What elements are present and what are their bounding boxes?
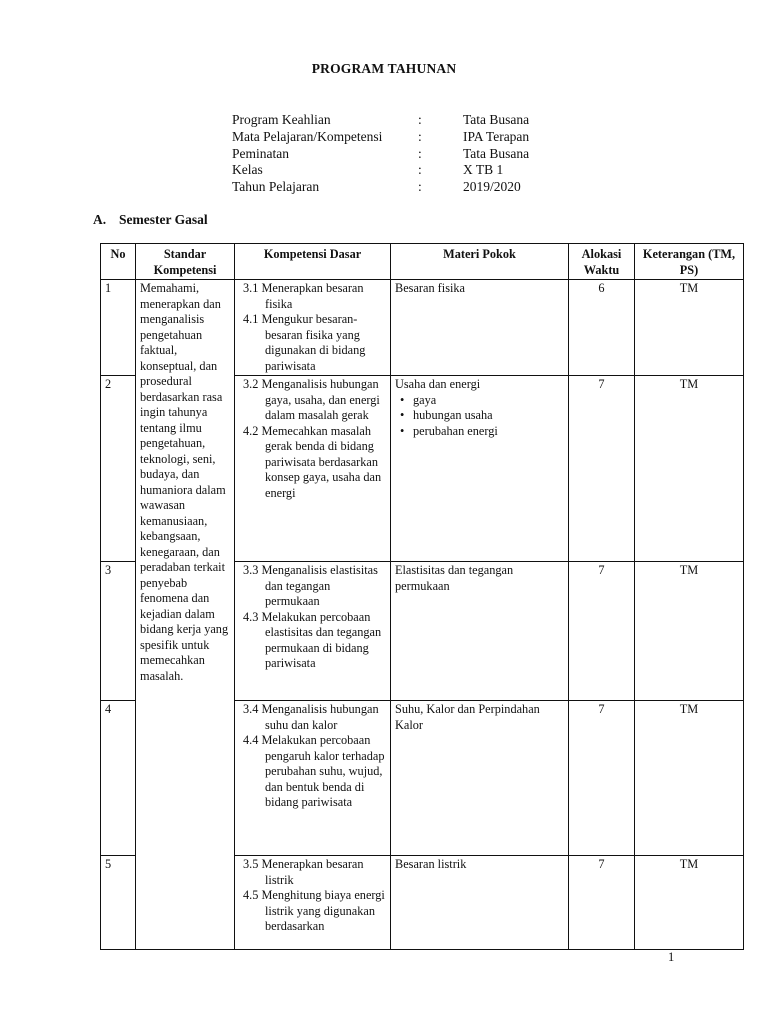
table-row xyxy=(101,280,744,376)
info-value: X TB 1 xyxy=(463,162,504,178)
kompetensi-dasar-cell xyxy=(235,376,391,562)
kd-item: 4.2 Memecahkan masalah gerak benda di bidang pariwisata berdasarkan konsep gaya, usaha dan energi xyxy=(243,423,382,500)
program-info xyxy=(232,112,529,196)
info-value: Tata Busana xyxy=(463,112,530,127)
kompetensi-dasar-cell xyxy=(235,856,391,950)
section-heading xyxy=(93,212,208,228)
alokasi-waktu-cell: 7 xyxy=(569,701,635,856)
kd-item: 3.1 Menerapkan besaran fisika xyxy=(243,281,364,311)
kompetensi-dasar-cell xyxy=(235,562,391,701)
materi-title: Elastisitas dan tegangan permukaan xyxy=(395,563,514,593)
header-alokasi-waktu: Alokasi Waktu xyxy=(569,244,635,280)
alokasi-waktu-cell: 6 xyxy=(569,280,635,376)
info-value: IPA Terapan xyxy=(463,128,530,144)
kd-item: 4.3 Melakukan percobaan elastisitas dan tegangan permukaan di bidang pariwisata xyxy=(243,609,382,670)
kd-item: 3.3 Menganalisis elastisitas dan tegangan permukaan xyxy=(243,563,378,608)
header-no: No xyxy=(101,244,136,280)
info-label: Program Keahlian xyxy=(232,112,331,127)
info-colon: : xyxy=(418,128,422,144)
kd-item: 3.5 Menerapkan besaran listrik xyxy=(243,857,364,887)
kompetensi-dasar-cell xyxy=(235,701,391,856)
keterangan-cell: TM xyxy=(635,280,744,376)
kd-item: 4.5 Menghitung biaya energi listrik yang digunakan berdasarkan xyxy=(243,888,385,933)
section-letter: A. xyxy=(93,212,107,227)
materi-bullet: • gaya xyxy=(395,393,564,409)
info-row-mata-pelajaran xyxy=(232,129,529,146)
row-number: 1 xyxy=(101,280,136,376)
materi-bullet: • perubahan energi xyxy=(395,424,564,440)
info-row-tahun-pelajaran xyxy=(232,179,529,196)
info-value: 2019/2020 xyxy=(463,179,521,195)
info-colon: : xyxy=(418,145,422,161)
info-colon: : xyxy=(418,179,422,195)
info-colon: : xyxy=(418,112,422,127)
materi-pokok-cell xyxy=(391,562,569,701)
kd-item: 4.4 Melakukan percobaan pengaruh kalor terhadap perubahan suhu, wujud, dan bentuk benda di bidang pariwisata xyxy=(243,733,385,809)
row-number: 4 xyxy=(101,701,136,856)
info-label: Peminatan xyxy=(232,145,289,161)
info-label: Mata Pelajaran/Kompetensi xyxy=(232,128,383,144)
header-keterangan: Keterangan (TM, PS) xyxy=(635,244,744,280)
row-number: 5 xyxy=(101,856,136,950)
alokasi-waktu-cell: 7 xyxy=(569,562,635,701)
header-materi-pokok: Materi Pokok xyxy=(391,244,569,280)
keterangan-cell: TM xyxy=(635,701,744,856)
program-table xyxy=(100,243,744,950)
document-title: PROGRAM TAHUNAN xyxy=(311,61,457,76)
kd-item: 3.2 Menganalisis hubungan gaya, usaha, dan energi dalam masalah gerak xyxy=(243,377,380,422)
info-row-program-keahlian xyxy=(232,112,529,129)
info-colon: : xyxy=(418,162,422,178)
materi-bullet: • hubungan usaha xyxy=(395,408,564,424)
info-row-peminatan xyxy=(232,146,529,163)
materi-title: Besaran fisika xyxy=(395,281,465,295)
info-label: Tahun Pelajaran xyxy=(232,179,320,195)
table-header-row xyxy=(101,244,744,280)
materi-title: Usaha dan energi xyxy=(395,377,481,391)
materi-title: Besaran listrik xyxy=(395,857,467,871)
alokasi-waktu-cell: 7 xyxy=(569,376,635,562)
kompetensi-dasar-cell xyxy=(235,280,391,376)
section-title: Semester Gasal xyxy=(119,212,208,227)
keterangan-cell: TM xyxy=(635,856,744,950)
keterangan-cell: TM xyxy=(635,562,744,701)
materi-pokok-cell xyxy=(391,376,569,562)
kd-item: 3.4 Menganalisis hubungan suhu dan kalor xyxy=(243,702,379,732)
header-kompetensi-dasar: Kompetensi Dasar xyxy=(235,244,391,280)
kd-item: 4.1 Mengukur besaran-besaran fisika yang digunakan di bidang pariwisata xyxy=(243,312,366,373)
alokasi-waktu-cell: 7 xyxy=(569,856,635,950)
materi-pokok-cell xyxy=(391,280,569,376)
materi-title: Suhu, Kalor dan Perpindahan Kalor xyxy=(395,702,540,732)
info-label: Kelas xyxy=(232,162,263,178)
keterangan-cell: TM xyxy=(635,376,744,562)
standar-kompetensi-cell: Memahami, menerapkan dan menganalisis pengetahuan faktual, konseptual, dan prosedural berdasarkan rasa ingin tahunya tentang ilmu pengetahuan, teknologi, seni, budaya, dan humaniora dalam wawasan kemanusiaan, kebangsaan, kenegaraan, dan peradaban terkait penyebab fenomena dan kejadian dalam bidang kerja yang spesifik untuk memecahkan masalah. xyxy=(136,280,235,950)
row-number: 2 xyxy=(101,376,136,562)
materi-pokok-cell xyxy=(391,856,569,950)
materi-pokok-cell xyxy=(391,701,569,856)
info-value: Tata Busana xyxy=(463,145,530,161)
materi-bullet-list xyxy=(395,393,564,440)
info-row-kelas xyxy=(232,162,529,179)
page-number: 1 xyxy=(668,950,675,964)
header-standar-kompetensi: Standar Kompetensi xyxy=(136,244,235,280)
row-number: 3 xyxy=(101,562,136,701)
